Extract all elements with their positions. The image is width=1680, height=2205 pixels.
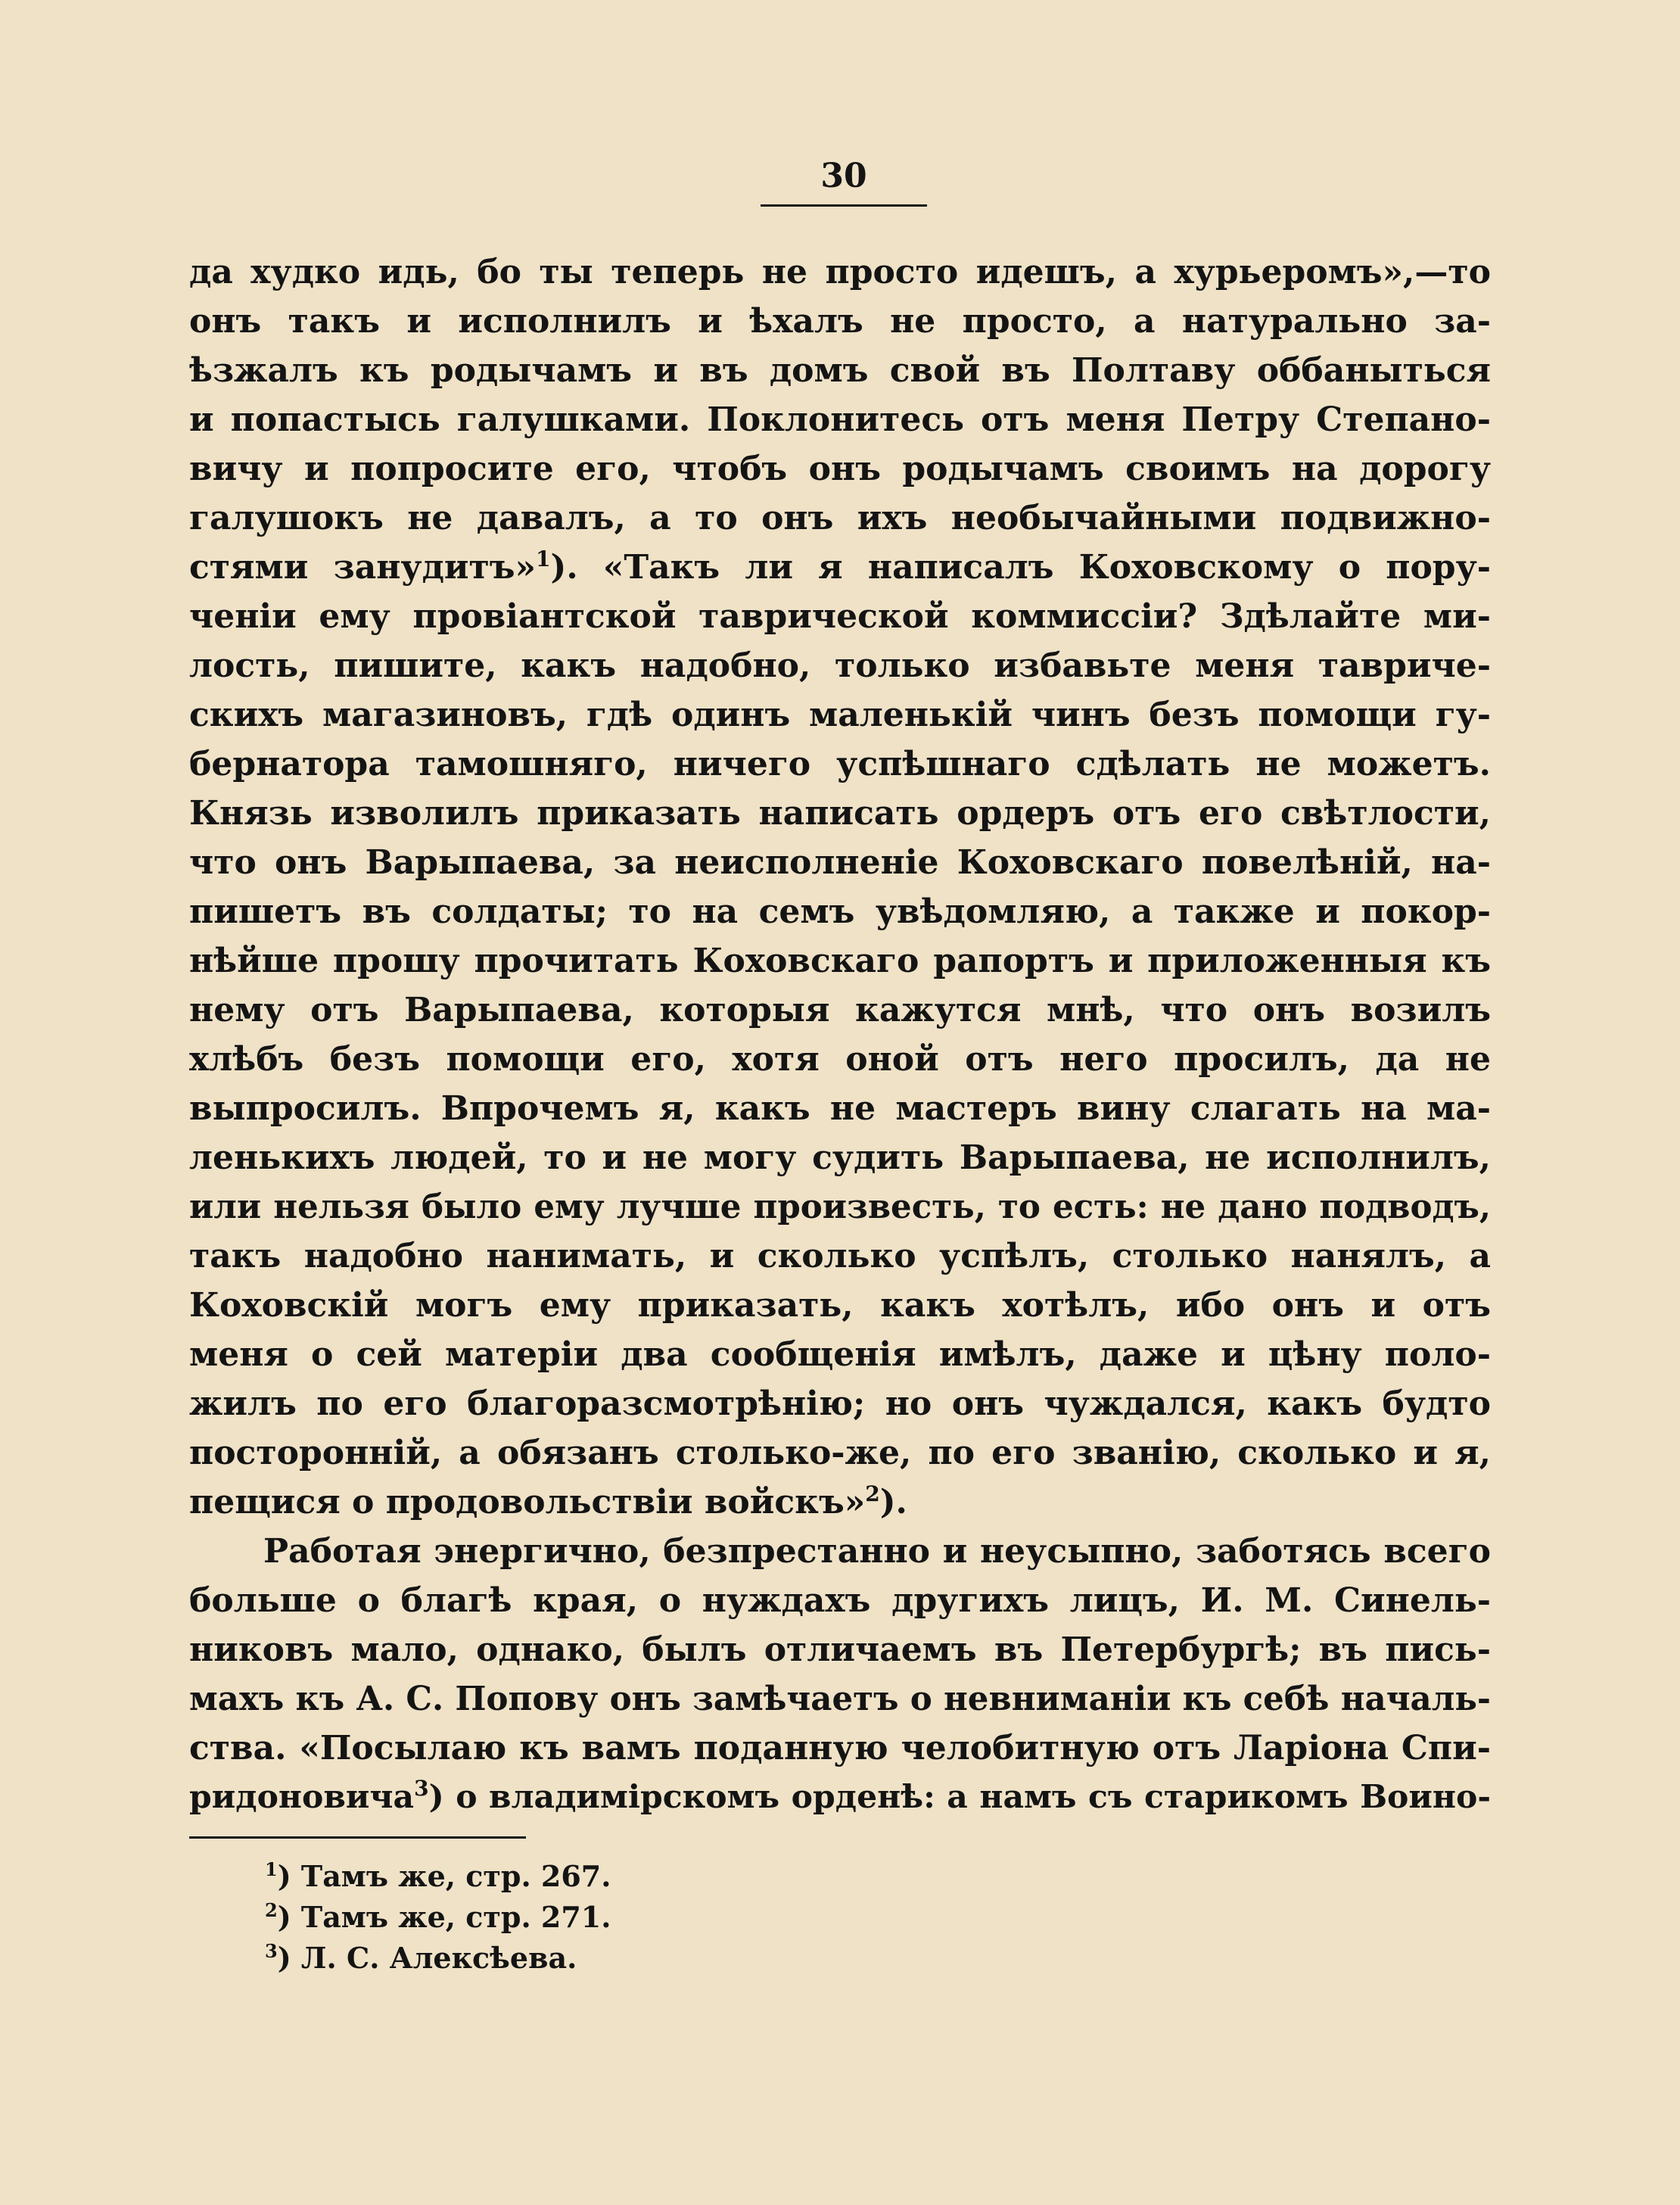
text-line-content: галушокъ не давалъ, а то онъ ихъ необычайными подвижно- [189,499,1491,537]
text-line-content: да худко идь, бо ты теперь не просто идешъ, а хурьеромъ»,—то [189,253,1491,291]
text-line [189,1527,1491,1576]
text-line [189,1232,1491,1281]
text-line [189,395,1491,444]
text-line-content: Работая энергично, безпрестанно и неусыпно, заботясь всего [263,1532,1491,1571]
text-line [189,1182,1491,1232]
text-line [189,297,1491,346]
footnotes [265,1856,1173,1979]
footnote-reference: 2 [865,1481,880,1506]
text-line-continuation: ). «Такъ ли я написалъ Коховскому о пору- [550,548,1492,587]
text-line-content: бернатора тамошняго, ничего успѣшнаго сдѣлать не можетъ. [189,745,1491,783]
text-line [189,1084,1491,1133]
footnote-mark: 3 [265,1940,278,1962]
text-line-content: и попастысь галушками. Поклонитесь отъ меня Петру Степано- [189,400,1491,439]
text-line-content: жилъ по его благоразсмотрѣнію; но онъ чуждался, какъ будто [189,1384,1491,1423]
footnote-reference: 1 [536,547,551,571]
text-line [189,1035,1491,1084]
text-line-content: ченіи ему провіантской таврической коммиссіи? Здѣлайте ми- [189,597,1491,636]
text-line-content: махъ къ А. С. Попову онъ замѣчаетъ о невниманіи къ себѣ началь- [189,1680,1491,1718]
text-line-content: Коховскій могъ ему приказать, какъ хотѣлъ, ибо онъ и отъ [189,1286,1491,1325]
text-line-content: нему отъ Варыпаева, которыя кажутся мнѣ, что онъ возилъ [189,991,1491,1029]
text-line-content: ства. «Посылаю къ вамъ поданную челобитную отъ Ларіона Спи- [189,1729,1491,1767]
text-line [189,248,1491,297]
text-line [189,789,1491,838]
text-line [189,444,1491,494]
text-line [189,1576,1491,1625]
footnote [265,1938,1173,1979]
text-line [189,1133,1491,1182]
text-line-content: выпросилъ. Впрочемъ я, какъ не мастеръ вину слагать на ма- [189,1089,1491,1128]
text-line [189,1724,1491,1773]
text-line [189,936,1491,986]
text-line [189,1773,1491,1822]
text-line [189,1674,1491,1724]
text-line-content: меня о сей матеріи два сообщенія имѣлъ, даже и цѣну поло- [189,1335,1491,1374]
text-line [189,592,1491,641]
text-line [189,1281,1491,1330]
footnote-mark: 1 [265,1858,278,1880]
text-line [189,641,1491,690]
text-line [189,887,1491,936]
text-line-content: лость, пишите, какъ надобно, только избавьте меня тавриче- [189,646,1491,685]
text-line-content: такъ надобно нанимать, и сколько успѣлъ, столько нанялъ, а [189,1237,1491,1275]
footnote-reference: 3 [414,1776,429,1801]
text-line-content: что онъ Варыпаева, за неисполненіе Коховскаго повелѣній, на- [189,843,1491,882]
footnote-text: ) Тамъ же, стр. 267. [277,1859,611,1893]
text-line [189,1330,1491,1379]
footnote [265,1897,1173,1938]
text-line [189,690,1491,740]
text-line [189,986,1491,1035]
footnote-text: ) Тамъ же, стр. 271. [277,1900,611,1934]
text-line [189,1428,1491,1478]
text-line-content: онъ такъ и исполнилъ и ѣхалъ не просто, а натурально за- [189,302,1491,341]
text-line-continuation: ). [879,1483,907,1521]
text-line [189,740,1491,789]
footnote-mark: 2 [265,1899,278,1921]
text-line-content: ленькихъ людей, то и не могу судить Варыпаева, не исполнилъ, [189,1138,1491,1177]
text-line-content: пещися о продовольствіи войскъ» [189,1483,866,1521]
text-line [189,838,1491,887]
text-line-content: стями занудитъ» [189,548,537,587]
text-line-continuation: ) о владимірскомъ орденѣ: а намъ съ старикомъ Воино- [428,1778,1491,1816]
text-line [189,1625,1491,1674]
text-line-content: или нельзя было ему лучше произвесть, то есть: не дано подводъ, [189,1188,1491,1226]
footnote-rule [189,1836,526,1839]
text-line-content: Князь изволилъ приказать написать ордеръ отъ его свѣтлости, [189,794,1491,833]
text-line-content: вичу и попросите его, чтобъ онъ родычамъ своимъ на дорогу [189,450,1491,488]
text-line [189,1478,1491,1527]
text-line-content: пишетъ въ солдаты; то на семъ увѣдомляю, а также и покор- [189,892,1491,931]
main-text [189,248,1491,1822]
text-line [189,543,1491,592]
text-line-content: хлѣбъ безъ помощи его, хотя оной отъ него просилъ, да не [189,1040,1491,1079]
text-line-content: никовъ мало, однако, былъ отличаемъ въ Петербургѣ; въ пись- [189,1630,1491,1669]
text-line-content: нѣйше прошу прочитать Коховскаго рапортъ и приложенныя къ [189,942,1491,980]
text-line [189,346,1491,395]
text-line-content: больше о благѣ края, о нуждахъ другихъ лицъ, И. М. Синель- [189,1581,1491,1620]
text-line [189,494,1491,543]
text-line-content: ѣзжалъ къ родычамъ и въ домъ свой въ Полтаву оббаныться [189,351,1491,390]
page-number: 30 [820,157,867,195]
footnote [265,1856,1173,1897]
text-line [189,1379,1491,1428]
text-line-content: ридоновича [189,1778,415,1816]
text-line-content: скихъ магазиновъ, гдѣ одинъ маленькій чинъ безъ помощи гу- [189,696,1491,734]
text-line-content: посторонній, а обязанъ столько-же, по его званію, сколько и я, [189,1434,1491,1472]
footnote-text: ) Л. С. Алексѣева. [277,1941,577,1975]
page-number-rule [761,204,927,207]
